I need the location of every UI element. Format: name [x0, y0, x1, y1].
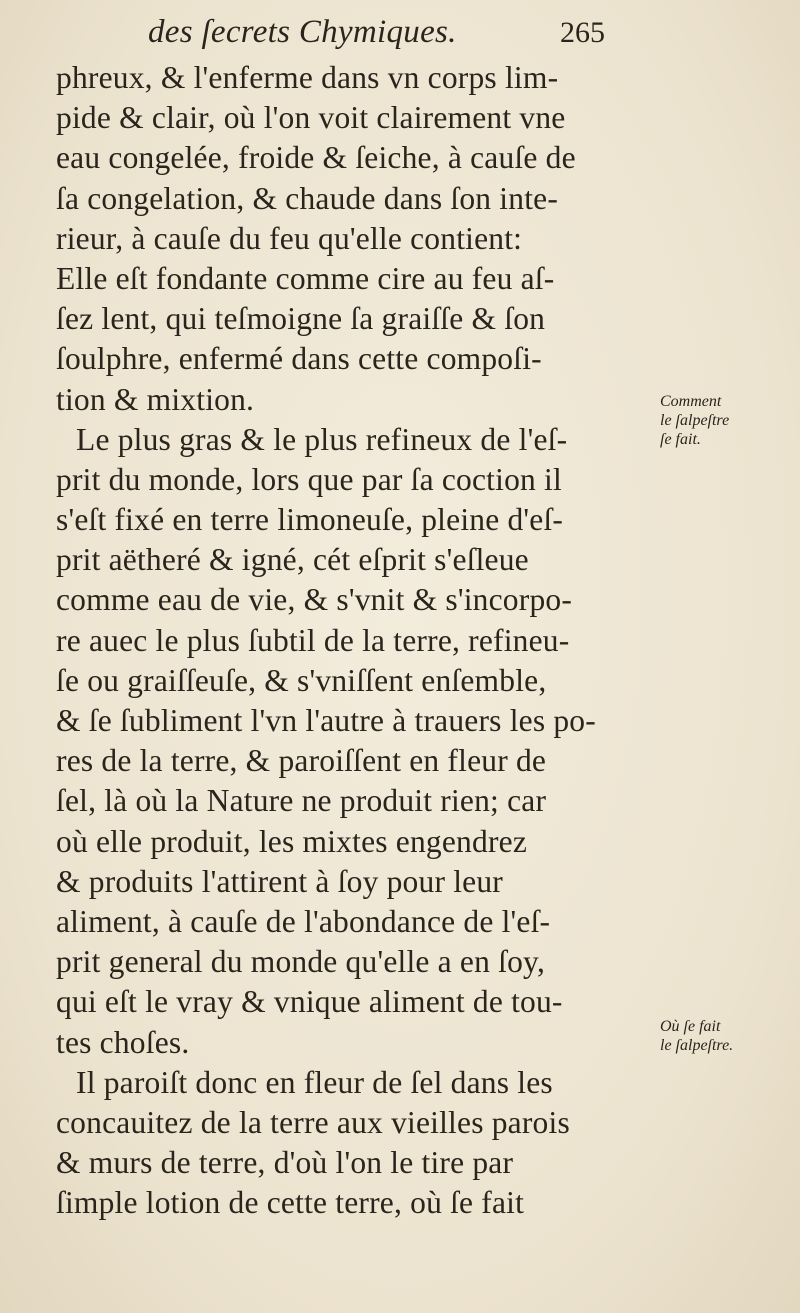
text-line: aliment, à cauſe de l'abondance de l'eſ-: [56, 903, 551, 939]
text-line: res de la terre, & paroiſſent en fleur de: [56, 743, 547, 779]
text-line: où elle produit, les mixtes engendrez: [56, 823, 528, 859]
text-line: prit general du monde qu'elle a en ſoy,: [56, 944, 546, 980]
margin-note-salpetre-how: [660, 392, 800, 449]
margin-note-line: le ſalpeſtre.: [660, 1037, 734, 1054]
text-line: re auec le plus ſubtil de la terre, refineu-: [56, 622, 570, 658]
text-line: ſez lent, qui teſmoigne ſa graiſſe & ſon: [56, 301, 546, 337]
running-head: des ſecrets Chymiques.: [148, 14, 457, 50]
margin-note-salpetre-where: [660, 1017, 800, 1055]
text-line: prit du monde, lors que par ſa coction il: [56, 461, 562, 497]
text-line: Le plus gras & le plus refineux de l'eſ-: [76, 421, 568, 457]
text-line: s'eſt fixé en terre limoneuſe, pleine d'eſ-: [56, 502, 564, 538]
text-line: ſa congelation, & chaude dans ſon inte-: [56, 180, 559, 216]
text-line: qui eſt le vray & vnique aliment de tou-: [56, 984, 563, 1020]
text-line: ſimple lotion de cette terre, où ſe fait: [56, 1185, 525, 1221]
text-line: & murs de terre, d'où l'on le tire par: [56, 1145, 514, 1181]
text-line: & ſe ſubliment l'vn l'autre à trauers les po-: [56, 703, 596, 738]
page-number: 265: [560, 16, 605, 49]
text-line: ſel, là où la Nature ne produit rien; car: [56, 783, 547, 819]
text-line: Il paroiſt donc en fleur de ſel dans les: [76, 1064, 553, 1100]
text-line: tion & mixtion.: [56, 381, 255, 417]
main-text: [56, 58, 636, 1223]
text-line: tes choſes.: [56, 1024, 190, 1060]
text-line: ſe ou graiſſeuſe, & s'vniſſent enſemble,: [56, 662, 547, 698]
text-line: Elle eſt fondante comme cire au feu aſ-: [56, 260, 555, 296]
margin-note-line: Où ſe fait: [660, 1018, 721, 1035]
text-line: prit aëtheré & igné, cét eſprit s'eſleue: [56, 542, 529, 578]
margin-note-line: le ſalpeſtre: [660, 412, 730, 429]
text-line: comme eau de vie, & s'vnit & s'incorpo-: [56, 582, 573, 618]
margin-note-line: ſe fait.: [660, 431, 701, 448]
text-line: ſoulphre, enfermé dans cette compoſi-: [56, 341, 542, 377]
text-line: pide & clair, où l'on voit clairement vne: [56, 100, 566, 136]
text-line: phreux, & l'enferme dans vn corps lim-: [56, 60, 559, 95]
margin-note-line: Comment: [660, 393, 722, 410]
text-line: rieur, à cauſe du feu qu'elle contient:: [56, 220, 523, 256]
page-header: [148, 14, 628, 54]
text-line: concauitez de la terre aux vieilles parois: [56, 1104, 570, 1140]
text-line: eau congelée, froide & ſeiche, à cauſe de: [56, 140, 576, 176]
text-line: & produits l'attirent à ſoy pour leur: [56, 863, 503, 899]
